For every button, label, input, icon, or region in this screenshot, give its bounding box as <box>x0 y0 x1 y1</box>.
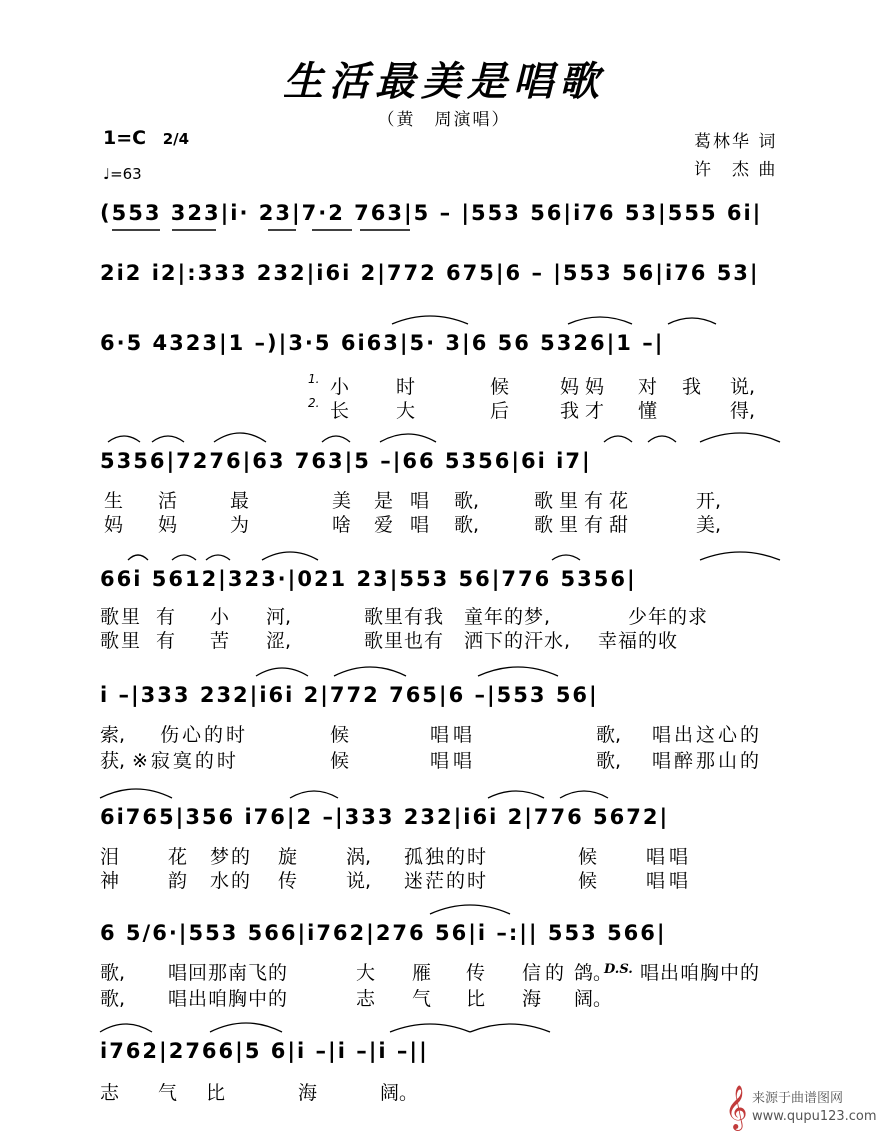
lyric-word: 大 <box>356 962 376 984</box>
lyric-word: 传 <box>278 870 298 892</box>
lyric-word: 说, <box>346 870 372 892</box>
slur-marks <box>0 1036 888 1076</box>
lyric-word: 河, <box>266 606 292 628</box>
watermark-line-2: www.qupu123.com <box>752 1109 877 1124</box>
lyric-word: 神 <box>100 870 120 892</box>
lyric-word: 少年的求 <box>628 606 709 628</box>
lyric-word: 有 <box>156 606 176 628</box>
notation-line: i762|2766|5 6|i –|i –|i –|| <box>100 1039 429 1063</box>
notation-line: 66i 5612|323·|021 23|553 56|776 5356| <box>100 567 637 591</box>
lyric-word: 后 <box>490 400 510 422</box>
song-title: 生活最美是唱歌 <box>283 58 605 105</box>
lyric-word: 生 <box>104 490 124 512</box>
lyric-word: 唱唱 <box>646 846 693 868</box>
lyric-word: 候 <box>578 870 598 892</box>
watermark-line-1: 来源于曲谱图网 <box>752 1091 844 1106</box>
lyric-word: 苦 <box>210 630 230 652</box>
lyric-word: ※寂寞的时 <box>132 750 239 772</box>
notation-system-2 <box>0 258 888 298</box>
notation-line: 2i2 i2|:333 232|i6i 2|772 675|6 – |553 56|i76 53| <box>100 261 760 285</box>
lyric-word: 阔。 <box>574 988 613 1010</box>
lyric-word: 美 <box>332 490 352 512</box>
lyric-word: 开, <box>696 490 722 512</box>
lyric-word: 幸福的收 <box>598 630 679 652</box>
lyric-word: 志 <box>356 988 376 1010</box>
notation-line: 6 5/6·|553 566|i762|276 56|i –:|| 553 566| <box>100 921 667 945</box>
underline-marks <box>0 198 888 238</box>
notation-line: (553 323|i· 23|7·2 763|5 – |553 56|i76 53|555 6i| <box>100 201 763 225</box>
slur-marks <box>0 918 888 958</box>
lyric-word: 懂 <box>638 400 658 422</box>
lyric-word: 韵 <box>168 870 188 892</box>
lyric-word: 唱唱 <box>430 750 477 772</box>
lyric-word: 涩, <box>266 630 292 652</box>
lyric-word: 妈妈 <box>560 376 611 398</box>
dal-segno-mark: D.S. <box>604 962 633 977</box>
lyric-word: 歌里 <box>100 630 143 652</box>
singer-credit: （黄 周演唱） <box>377 110 511 130</box>
lyric-word: 比 <box>206 1082 226 1104</box>
lyric-word: 气 <box>412 988 432 1010</box>
lyric-word: 唱回那南飞的 <box>168 962 289 984</box>
watermark <box>752 1090 877 1126</box>
lyric-word: 啥 <box>332 514 352 536</box>
lyric-word: 候 <box>330 750 350 772</box>
lyric-word: 气 <box>158 1082 178 1104</box>
slur-marks <box>0 680 888 720</box>
lyric-word: 童年的梦, <box>464 606 552 628</box>
lyric-word: 雁 <box>412 962 432 984</box>
lyric-word: 时 <box>396 376 416 398</box>
lyric-word: 美, <box>696 514 722 536</box>
lyric-word: 歌, <box>100 988 126 1010</box>
lyric-word: 为 <box>230 514 250 536</box>
lyric-word: 候 <box>330 724 350 746</box>
notation-system-8 <box>0 918 888 958</box>
lyric-word: 唱出咱胸中的 <box>640 962 761 984</box>
lyric-word: 歌里有花 <box>534 490 635 512</box>
lyric-word: 是 <box>374 490 394 512</box>
notation-system-9 <box>0 1036 888 1076</box>
lyricist-credit: 葛林华 词 <box>694 132 778 152</box>
notation-system-5 <box>0 564 888 604</box>
lyric-word: 涡, <box>346 846 372 868</box>
lyric-word: 长 <box>330 400 350 422</box>
slur-marks <box>0 446 888 486</box>
lyric-word: 泪 <box>100 846 120 868</box>
lyric-word: 唱出这心的 <box>652 724 763 746</box>
lyric-word: 小 <box>330 376 350 398</box>
lyric-word: 活 <box>158 490 178 512</box>
lyric-word: 唱出咱胸中的 <box>168 988 289 1010</box>
lyric-word: 志 <box>100 1082 120 1104</box>
lyric-word: 爱 <box>374 514 394 536</box>
lyric-word: 歌里也有 <box>364 630 445 652</box>
treble-clef-icon: 𝄞 <box>725 1085 748 1129</box>
lyric-word: 鸽。 <box>574 962 613 984</box>
slur-marks <box>0 328 888 368</box>
lyric-word: 比 <box>466 988 486 1010</box>
lyric-word: 传 <box>466 962 486 984</box>
lyric-word: 对 <box>638 376 658 398</box>
time-signature: 2/4 <box>162 130 190 148</box>
lyric-word: 歌, <box>596 724 622 746</box>
lyric-word: 歌里 <box>100 606 143 628</box>
lyric-word: 说, <box>730 376 756 398</box>
lyric-word: 歌里有甜 <box>534 514 635 536</box>
lyric-word: 唱唱 <box>430 724 477 746</box>
lyric-word: 阔。 <box>380 1082 419 1104</box>
lyric-word: 唱唱 <box>646 870 693 892</box>
lyric-word: 唱 <box>410 514 430 536</box>
lyric-word: 歌, <box>454 514 480 536</box>
notation-system-7 <box>0 802 888 842</box>
lyric-word: 旋 <box>278 846 298 868</box>
notation-system-3 <box>0 328 888 368</box>
lyric-word: 得, <box>730 400 756 422</box>
notation-system-6 <box>0 680 888 720</box>
notation-line: 6i765|356 i76|2 –|333 232|i6i 2|776 5672| <box>100 805 670 829</box>
lyric-word: 唱 <box>410 490 430 512</box>
lyric-word: 孤独的时 <box>404 846 489 868</box>
lyric-word: 获, <box>100 750 126 772</box>
lyric-word: 妈 <box>104 514 124 536</box>
lyric-word: 索, <box>100 724 126 746</box>
notation-system-1 <box>0 198 888 238</box>
lyric-word: 唱醉那山的 <box>652 750 763 772</box>
lyric-word: 我才 <box>560 400 611 422</box>
tempo-marking: ♩=63 <box>103 165 142 183</box>
lyric-word: 大 <box>396 400 416 422</box>
lyric-word: 小 <box>210 606 230 628</box>
lyric-word: 梦的 <box>210 846 253 868</box>
lyric-word: 伤心的时 <box>160 724 249 746</box>
lyric-word: 信的 <box>522 962 569 984</box>
lyric-word: 洒下的汗水, <box>464 630 572 652</box>
lyric-word: 歌, <box>596 750 622 772</box>
lyric-word: 海 <box>298 1082 318 1104</box>
lyric-word: 有 <box>156 630 176 652</box>
lyric-word: 歌, <box>454 490 480 512</box>
key-signature <box>103 127 189 149</box>
key-label: 1=C <box>103 127 147 149</box>
slur-marks <box>0 802 888 842</box>
lyric-word: 歌里有我 <box>364 606 445 628</box>
lyric-word: 最 <box>230 490 250 512</box>
lyric-word: 花 <box>168 846 188 868</box>
lyric-word: 海 <box>522 988 542 1010</box>
notation-system-4 <box>0 446 888 486</box>
verse-number: 2. <box>308 396 320 410</box>
lyric-word: 迷茫的时 <box>404 870 489 892</box>
lyric-word: 水的 <box>210 870 253 892</box>
verse-number: 1. <box>308 372 320 386</box>
lyric-word: 妈 <box>158 514 178 536</box>
lyric-word: 候 <box>490 376 510 398</box>
composer-credit: 许 杰 曲 <box>694 160 778 180</box>
lyric-word: 我 <box>682 376 702 398</box>
notation-line: 6·5 4323|1 –)|3·5 6i63|5· 3|6 56 5326|1 –| <box>100 331 665 355</box>
notation-line: i –|333 232|i6i 2|772 765|6 –|553 56| <box>100 683 599 707</box>
lyric-word: 候 <box>578 846 598 868</box>
slur-marks <box>0 564 888 604</box>
notation-line: 5356|7276|63 763|5 –|66 5356|6i i7| <box>100 449 592 473</box>
lyric-word: 歌, <box>100 962 126 984</box>
